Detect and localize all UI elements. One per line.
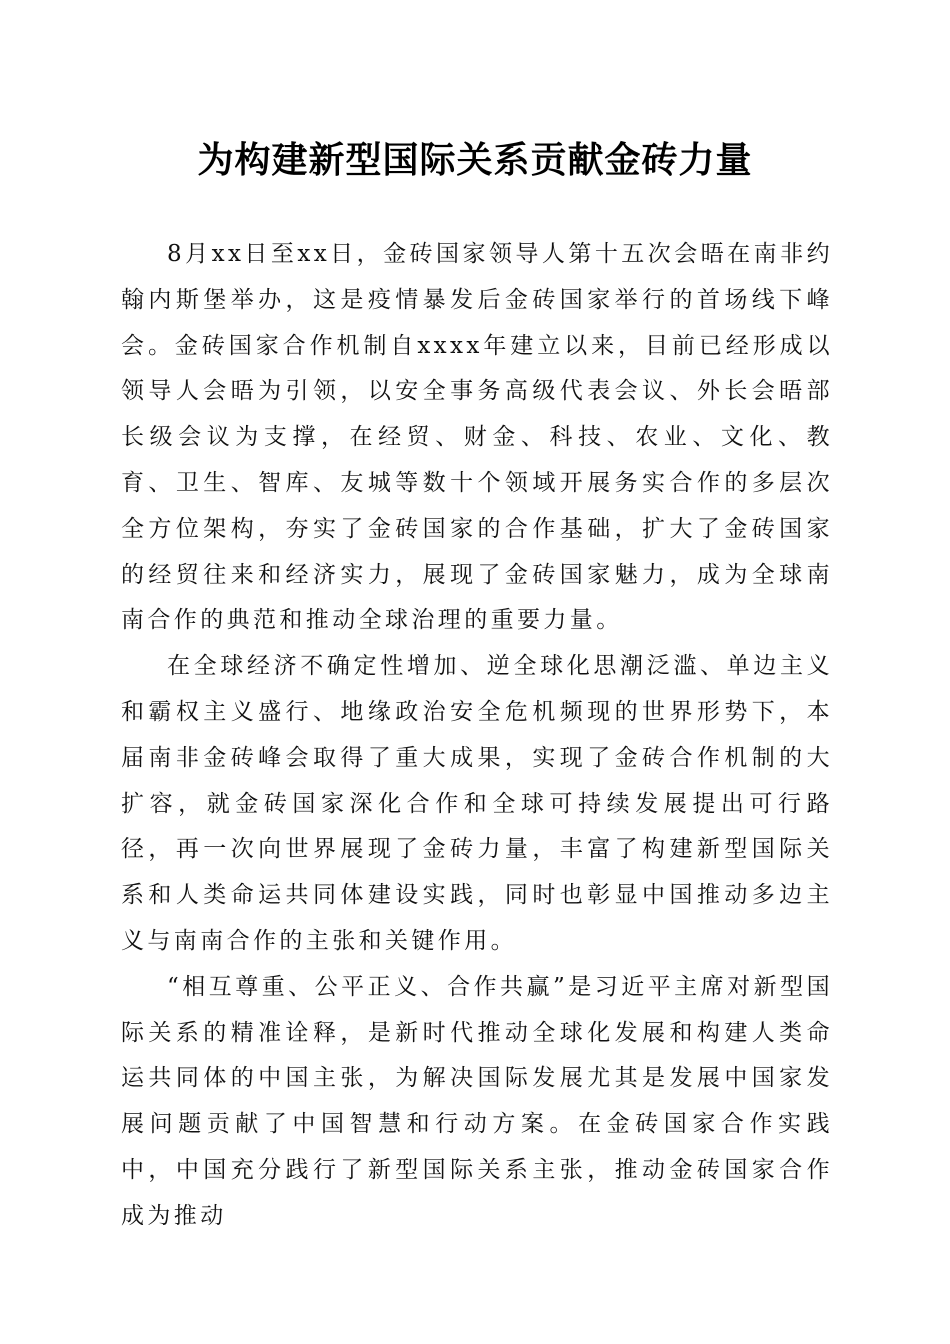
document-title: 为构建新型国际关系贡献金砖力量: [197, 139, 753, 181]
paragraph-3: “相互尊重、公平正义、合作共赢”是习近平主席对新型国际关系的精准诠释，是新时代推动全球化发展和构建人类命运共同体的中国主张，为解决国际发展尤其是发展中国家发展问题贡献了中国智慧和行动方案。在金砖国家合作实践中，中国充分践行了新型国际关系主张，推动金砖国家合作成为推动: [121, 973, 833, 1229]
document-body: [121, 232, 833, 1240]
paragraph-1: 8月xx日至xx日，金砖国家领导人第十五次会晤在南非约翰内斯堡举办，这是疫情暴发后金砖国家举行的首场线下峰会。金砖国家合作机制自xxxx年建立以来，目前已经形成以领导人会晤为引领，以安全事务高级代表会议、外长会晤部长级会议为支撑，在经贸、财金、科技、农业、文化、教育、卫生、智库、友城等数十个领域开展务实合作的多层次全方位架构，夯实了金砖国家的合作基础，扩大了金砖国家的经贸往来和经济实力，展现了金砖国家魅力，成为全球南南合作的典范和推动全球治理的重要力量。: [121, 241, 833, 634]
paragraph-2: 在全球经济不确定性增加、逆全球化思潮泛滥、单边主义和霸权主义盛行、地缘政治安全危机频现的世界形势下，本届南非金砖峰会取得了重大成果，实现了金砖合作机制的大扩容，就金砖国家深化合作和全球可持续发展提出可行路径，再一次向世界展现了金砖力量，丰富了构建新型国际关系和人类命运共同体建设实践，同时也彰显中国推动多边主义与南南合作的主张和关键作用。: [121, 653, 833, 954]
